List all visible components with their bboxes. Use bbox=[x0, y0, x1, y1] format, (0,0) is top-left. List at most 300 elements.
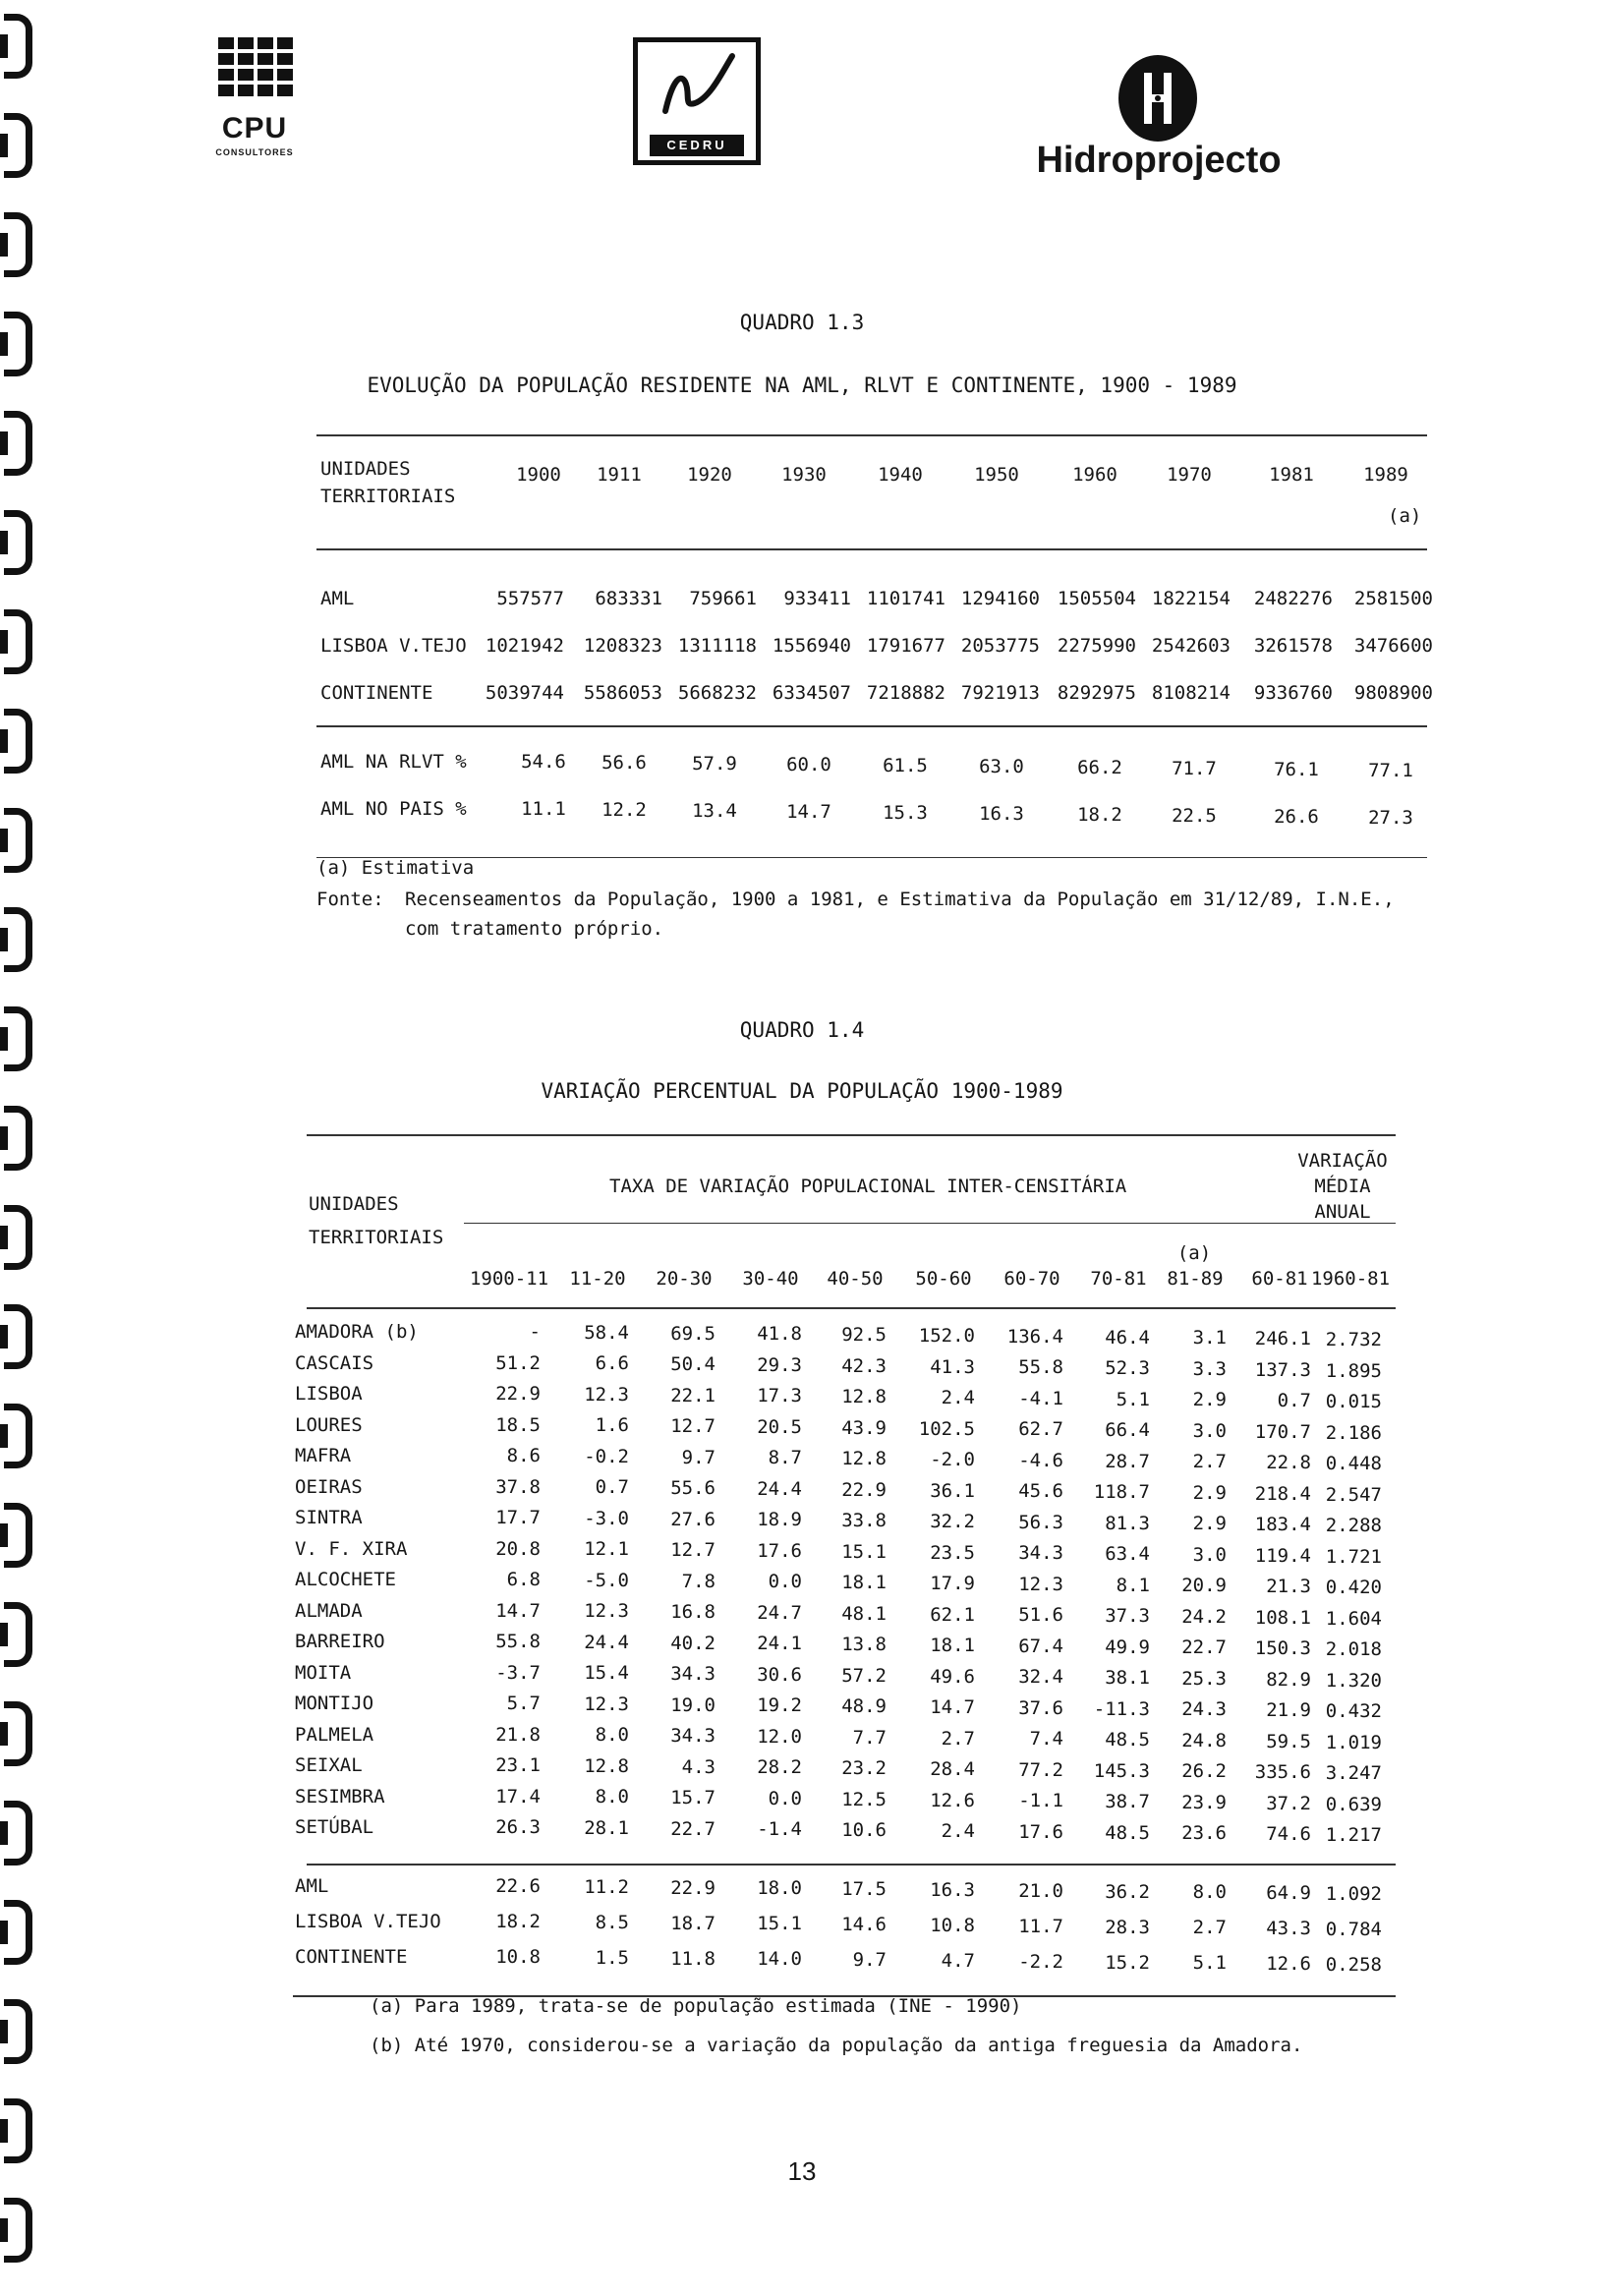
table13-cell: 3476600 bbox=[1353, 635, 1433, 657]
table14-header-rule bbox=[307, 1307, 1396, 1309]
table14-cell: 27.6 bbox=[670, 1508, 716, 1530]
table14-cell: 108.1 bbox=[1254, 1606, 1311, 1629]
table14-total-cell: 18.2 bbox=[495, 1911, 541, 1932]
binding-ring bbox=[4, 1999, 32, 2064]
table14-row-label: MONTIJO bbox=[295, 1693, 374, 1714]
table14-cell: 21.8 bbox=[495, 1723, 541, 1746]
table14-total-cell: -2.2 bbox=[1018, 1950, 1063, 1973]
table14-cell: 55.8 bbox=[1018, 1356, 1063, 1379]
table14-column-header: 81-89 bbox=[1167, 1268, 1224, 1290]
table14-note-a: (a) Para 1989, trata-se de população estimada (INE - 1990) bbox=[370, 1995, 1022, 2017]
table14-cell: -1.4 bbox=[757, 1818, 802, 1841]
table13-cell: 683331 bbox=[595, 588, 662, 609]
cpu-logo-name: CPU bbox=[221, 112, 288, 144]
table13-pct-cell: 11.1 bbox=[521, 798, 566, 820]
table14-cell: 12.3 bbox=[584, 1600, 629, 1623]
table14-cell: 13.8 bbox=[841, 1634, 887, 1656]
table13-pct-cell: 63.0 bbox=[979, 756, 1024, 777]
table14-cell: 12.8 bbox=[841, 1448, 887, 1470]
table14-cell: 17.6 bbox=[1018, 1820, 1063, 1843]
binding-ring bbox=[4, 14, 32, 79]
table14-column-header: 1900-11 bbox=[469, 1268, 549, 1290]
table14-cell: 23.5 bbox=[930, 1541, 975, 1564]
table14-cell: 81.3 bbox=[1105, 1512, 1150, 1534]
table14-cell: 12.7 bbox=[670, 1415, 716, 1438]
table13-cell: 2542603 bbox=[1151, 635, 1231, 657]
table14-total-cell: 12.6 bbox=[1266, 1953, 1311, 1976]
table14-cell: 3.247 bbox=[1325, 1762, 1382, 1784]
table14-cell: 14.7 bbox=[930, 1696, 975, 1718]
table14-cell: 7.8 bbox=[681, 1570, 716, 1592]
table14-cell: 52.3 bbox=[1105, 1357, 1150, 1380]
table14-total-cell: 16.3 bbox=[930, 1879, 975, 1901]
binding-ring bbox=[4, 1404, 32, 1468]
table13-pct-cell: 14.7 bbox=[786, 801, 831, 823]
table14-cell: 22.1 bbox=[670, 1384, 716, 1406]
table14-cell: 12.6 bbox=[930, 1789, 975, 1811]
table14-cell: 12.3 bbox=[1018, 1573, 1063, 1595]
binding-ring bbox=[4, 1801, 32, 1866]
table14-cell: 23.6 bbox=[1181, 1822, 1227, 1845]
table13-cell: 1822154 bbox=[1151, 588, 1231, 609]
binding-ring bbox=[4, 1701, 32, 1766]
table14-total-cell: 28.3 bbox=[1105, 1916, 1150, 1938]
table14-annual-header-3: ANUAL bbox=[1314, 1201, 1371, 1223]
table14-cell: 22.9 bbox=[495, 1383, 541, 1405]
table14-cell: -4.6 bbox=[1018, 1449, 1063, 1471]
table14-row-label: CASCAIS bbox=[295, 1351, 374, 1374]
table13-cell: 2275990 bbox=[1057, 635, 1136, 657]
table14-row-label: V. F. XIRA bbox=[295, 1537, 408, 1560]
table14-column-header: 20-30 bbox=[656, 1268, 713, 1290]
table13-cell: 1208323 bbox=[583, 635, 662, 657]
table14-cell: 2.4 bbox=[941, 1387, 975, 1408]
table14-cell: 34.3 bbox=[670, 1663, 716, 1686]
cedru-logo bbox=[633, 37, 761, 165]
table13-header-rule bbox=[316, 548, 1427, 550]
table14-cell: 59.5 bbox=[1266, 1730, 1311, 1752]
table14-cell: 4.3 bbox=[681, 1755, 716, 1778]
table14-cell: 2.732 bbox=[1325, 1329, 1382, 1350]
table13-header-label-2: TERRITORIAIS bbox=[320, 486, 456, 507]
table14-cell: 34.3 bbox=[670, 1725, 716, 1748]
table14-cell: 28.2 bbox=[757, 1756, 802, 1779]
table14-cell: 6.6 bbox=[595, 1352, 629, 1375]
table14-column-header: 70-81 bbox=[1090, 1268, 1147, 1290]
table14-cell: 2.547 bbox=[1325, 1483, 1382, 1506]
table14-cell: 18.1 bbox=[930, 1635, 975, 1656]
table14-cell: 12.3 bbox=[584, 1383, 629, 1406]
table13-header-label-1: UNIDADES bbox=[320, 458, 411, 480]
table13-pct-cell: 66.2 bbox=[1077, 757, 1122, 778]
table13-cell: 7218882 bbox=[866, 682, 945, 704]
table14-total-cell: 15.2 bbox=[1105, 1951, 1150, 1974]
table14-cell: 29.3 bbox=[757, 1353, 802, 1376]
table13-pct-cell: 60.0 bbox=[786, 754, 831, 775]
table14-cell: -2.0 bbox=[930, 1449, 975, 1470]
table14-cell: 0.015 bbox=[1325, 1391, 1382, 1412]
table14-total-cell: 15.1 bbox=[757, 1913, 802, 1935]
table14-cell: 51.6 bbox=[1018, 1604, 1063, 1627]
table14-cell: 41.8 bbox=[757, 1323, 802, 1346]
table14-cell: 56.3 bbox=[1018, 1511, 1063, 1533]
table14-cell: -4.1 bbox=[1018, 1387, 1063, 1409]
table14-cell: 22.7 bbox=[1181, 1636, 1227, 1659]
table14-cell: 15.1 bbox=[841, 1540, 887, 1563]
table13-cell: 9808900 bbox=[1353, 682, 1433, 704]
table14-cell: 24.4 bbox=[584, 1631, 629, 1653]
table14-total-cell: 43.3 bbox=[1266, 1918, 1311, 1940]
table14-cell: 37.6 bbox=[1018, 1696, 1063, 1719]
table14-cell: 10.6 bbox=[841, 1819, 887, 1842]
table14-cell: 5.7 bbox=[506, 1693, 541, 1714]
table13-pct-row-label: AML NO PAIS % bbox=[320, 798, 467, 820]
table14-cell: 37.2 bbox=[1266, 1792, 1311, 1814]
table14-header-label-2: TERRITORIAIS bbox=[309, 1227, 444, 1248]
table14-cell: 28.4 bbox=[930, 1758, 975, 1780]
table14-cell: 0.0 bbox=[768, 1571, 802, 1593]
cpu-grid-icon bbox=[218, 37, 293, 96]
table14-cell: 24.4 bbox=[757, 1477, 802, 1500]
table14-cell: 40.2 bbox=[670, 1632, 716, 1654]
table14-cell: 51.2 bbox=[495, 1351, 541, 1374]
table14-cell: 37.3 bbox=[1105, 1605, 1150, 1628]
table14-cell: 82.9 bbox=[1266, 1668, 1311, 1691]
table14-cell: 34.3 bbox=[1018, 1542, 1063, 1565]
table13-cell: 5668232 bbox=[677, 682, 757, 704]
table14-cell: 17.3 bbox=[757, 1385, 802, 1407]
table14-cell: 18.9 bbox=[757, 1509, 802, 1531]
table14-cell: -5.0 bbox=[584, 1569, 629, 1591]
table14-cell: 19.0 bbox=[670, 1693, 716, 1716]
table13-year-header: 1960 bbox=[1072, 464, 1117, 486]
table14-cell: 2.7 bbox=[941, 1727, 975, 1750]
table14-row-label: PALMELA bbox=[295, 1723, 374, 1746]
table14-cell: 46.4 bbox=[1105, 1326, 1150, 1349]
table13-pct-cell: 18.2 bbox=[1077, 804, 1122, 826]
table13-year-header: 1970 bbox=[1167, 464, 1212, 486]
table14-cell: 1.217 bbox=[1325, 1824, 1382, 1846]
table14-row-label: ALMADA bbox=[295, 1599, 363, 1622]
table13-row-label: CONTINENTE bbox=[320, 682, 433, 704]
table14-total-cell: 4.7 bbox=[941, 1950, 975, 1972]
table14-cell: 1.019 bbox=[1325, 1731, 1382, 1753]
table14-cell: 69.5 bbox=[670, 1322, 716, 1345]
table14-cell: 49.6 bbox=[930, 1665, 975, 1688]
table14-label: QUADRO 1.4 bbox=[739, 1018, 865, 1042]
table14-cell: 67.4 bbox=[1018, 1635, 1063, 1657]
hidroprojecto-mark-icon bbox=[1111, 51, 1205, 145]
table14-total-cell: 1.5 bbox=[595, 1946, 629, 1969]
table14-cell: 24.2 bbox=[1181, 1605, 1227, 1628]
table14-cell: 28.7 bbox=[1105, 1450, 1150, 1472]
table14-total-cell: 8.0 bbox=[1192, 1881, 1227, 1904]
table13-year-header: 1930 bbox=[781, 464, 827, 486]
table14-cell: - bbox=[529, 1321, 541, 1343]
table14-cell: 3.3 bbox=[1192, 1357, 1227, 1380]
table14-cell: 26.3 bbox=[495, 1816, 541, 1838]
table13-cell: 1791677 bbox=[866, 635, 945, 657]
table14-cell: 32.2 bbox=[930, 1511, 975, 1532]
table14-column-header: 60-81 bbox=[1251, 1268, 1308, 1290]
table14-title: VARIAÇÃO PERCENTUAL DA POPULAÇÃO 1900-1989 bbox=[541, 1079, 1063, 1103]
table14-cell: 22.8 bbox=[1266, 1452, 1311, 1474]
table14-cell: 3.1 bbox=[1192, 1327, 1227, 1349]
table14-cell: 17.7 bbox=[495, 1507, 541, 1528]
table14-row-label: LOURES bbox=[295, 1413, 363, 1436]
table14-cell: 17.6 bbox=[757, 1539, 802, 1562]
table13-source-line2: com tratamento próprio. bbox=[405, 918, 664, 940]
table13-cell: 1556940 bbox=[772, 635, 851, 657]
table14-cell: 22.9 bbox=[841, 1478, 887, 1501]
table14-cell: 20.8 bbox=[495, 1537, 541, 1560]
table14-group-rule bbox=[464, 1223, 1396, 1224]
table14-cell: 3.0 bbox=[1192, 1419, 1227, 1442]
table14-cell: 25.3 bbox=[1181, 1667, 1227, 1690]
table14-total-cell: 22.9 bbox=[670, 1876, 716, 1899]
binding-ring bbox=[4, 411, 32, 476]
table14-cell: 21.9 bbox=[1266, 1699, 1311, 1722]
table14-cell: 26.2 bbox=[1181, 1760, 1227, 1783]
table14-cell: 66.4 bbox=[1105, 1419, 1150, 1442]
table14-column-header: 11-20 bbox=[569, 1268, 626, 1290]
table14-cell: 77.2 bbox=[1018, 1758, 1063, 1781]
table13-title: EVOLUÇÃO DA POPULAÇÃO RESIDENTE NA AML, RLVT E CONTINENTE, 1900 - 1989 bbox=[367, 373, 1237, 397]
table13-bottom-rule bbox=[316, 857, 1427, 858]
table14-cell: -0.2 bbox=[584, 1445, 629, 1467]
table14-cell: 48.9 bbox=[841, 1695, 887, 1718]
table14-cell: 170.7 bbox=[1254, 1420, 1311, 1443]
table14-cell: 8.0 bbox=[595, 1786, 629, 1808]
table14-cell: 118.7 bbox=[1093, 1481, 1150, 1504]
table14-cell: 45.6 bbox=[1018, 1480, 1063, 1503]
table14-cell: 3.0 bbox=[1192, 1543, 1227, 1566]
binding-ring bbox=[4, 1503, 32, 1568]
table13-pct-cell: 27.3 bbox=[1368, 807, 1413, 829]
table14-cell: 1.604 bbox=[1325, 1607, 1382, 1630]
table14-cell: 15.4 bbox=[584, 1662, 629, 1685]
table14-total-row-label: CONTINENTE bbox=[295, 1946, 408, 1968]
table14-row-label: SETÚBAL bbox=[295, 1816, 374, 1838]
binding-ring bbox=[4, 1602, 32, 1667]
table14-top-rule bbox=[307, 1134, 1396, 1136]
binding-ring bbox=[4, 2098, 32, 2163]
table14-row-label: MAFRA bbox=[295, 1445, 352, 1466]
table14-cell: 12.8 bbox=[841, 1386, 887, 1408]
table13-pct-cell: 56.6 bbox=[602, 752, 647, 774]
table14-annual-header-1: VARIAÇÃO bbox=[1297, 1150, 1388, 1172]
table14-column-header: 1960-81 bbox=[1310, 1268, 1391, 1290]
table14-cell: 2.9 bbox=[1192, 1513, 1227, 1535]
table13-cell: 3261578 bbox=[1253, 635, 1333, 657]
table13-cell: 1505504 bbox=[1057, 588, 1136, 609]
table14-cell: 33.8 bbox=[841, 1510, 887, 1532]
table14-row-label: SINTRA bbox=[295, 1507, 363, 1528]
table14-row-label: SESIMBRA bbox=[295, 1785, 385, 1808]
table13-pct-cell: 15.3 bbox=[883, 802, 928, 824]
table14-cell: 1.6 bbox=[595, 1414, 629, 1437]
table14-cell: 145.3 bbox=[1093, 1759, 1150, 1782]
table14-total-row-label: AML bbox=[295, 1875, 329, 1897]
table14-cell: 12.8 bbox=[584, 1754, 629, 1777]
page-number: 13 bbox=[787, 2156, 817, 2186]
table14-cell: 218.4 bbox=[1254, 1482, 1311, 1505]
cedru-swoosh-icon bbox=[638, 42, 756, 131]
table14-cell: 12.1 bbox=[584, 1538, 629, 1561]
table14-cell: 12.7 bbox=[670, 1539, 716, 1562]
table13-label: QUADRO 1.3 bbox=[739, 311, 865, 334]
table13-pct-cell: 71.7 bbox=[1172, 758, 1217, 779]
table14-cell: 12.3 bbox=[584, 1693, 629, 1715]
table13-cell: 1021942 bbox=[485, 635, 564, 657]
table13-cell: 9336760 bbox=[1253, 682, 1333, 704]
table14-cell: 23.1 bbox=[495, 1754, 541, 1776]
table13-cell: 557577 bbox=[496, 588, 564, 609]
table14-cell: -3.0 bbox=[584, 1507, 629, 1529]
table14-cell: 8.7 bbox=[768, 1447, 802, 1469]
table14-row-label: OEIRAS bbox=[295, 1475, 363, 1498]
table14-cell: 1.320 bbox=[1325, 1669, 1382, 1692]
table14-cell: 36.1 bbox=[930, 1479, 975, 1502]
spiral-binding bbox=[0, 0, 51, 2296]
table13-pct-cell: 77.1 bbox=[1368, 760, 1413, 781]
table13-cell: 8108214 bbox=[1151, 682, 1231, 704]
table14-cell: 32.4 bbox=[1018, 1666, 1063, 1689]
table13-cell: 2482276 bbox=[1253, 588, 1333, 609]
table13-cell: 8292975 bbox=[1057, 682, 1136, 704]
table14-cell: 9.7 bbox=[681, 1446, 716, 1468]
table14-cell: 42.3 bbox=[841, 1354, 887, 1377]
table14-total-cell: 18.0 bbox=[757, 1877, 802, 1900]
table14-cell: 92.5 bbox=[841, 1324, 887, 1347]
table14-annual-header-2: MÉDIA bbox=[1314, 1176, 1371, 1197]
binding-ring bbox=[4, 1205, 32, 1270]
table14-total-cell: 14.0 bbox=[757, 1948, 802, 1971]
table13-year-header: 1900 bbox=[516, 464, 561, 486]
table13-pct-cell: 13.4 bbox=[692, 800, 737, 822]
table14-total-cell: 5.1 bbox=[1192, 1952, 1227, 1975]
table14-cell: 0.7 bbox=[1277, 1390, 1311, 1412]
hidroprojecto-logo-name: Hidroprojecto bbox=[1036, 140, 1282, 181]
table14-row-label: MOITA bbox=[295, 1661, 352, 1684]
table14-cell: 2.7 bbox=[1192, 1451, 1227, 1473]
table13-cell: 933411 bbox=[783, 588, 851, 609]
table14-cell: 2.9 bbox=[1192, 1481, 1227, 1504]
table14-cell: 137.3 bbox=[1254, 1358, 1311, 1381]
table13-row-label: LISBOA V.TEJO bbox=[320, 635, 467, 657]
table13-cell: 5039744 bbox=[485, 682, 564, 704]
table14-cell: 12.0 bbox=[757, 1725, 802, 1748]
table14-total-cell: 9.7 bbox=[852, 1949, 887, 1972]
table13-pct-cell: 61.5 bbox=[883, 755, 928, 776]
table14-cell: 23.2 bbox=[841, 1757, 887, 1780]
binding-ring bbox=[4, 709, 32, 774]
table14-row-label: SEIXAL bbox=[295, 1754, 363, 1776]
table14-cell: 1.721 bbox=[1325, 1545, 1382, 1568]
table13-top-rule bbox=[316, 434, 1427, 436]
table14-cell: 48.5 bbox=[1105, 1821, 1150, 1844]
table13-year-header: 1940 bbox=[878, 464, 923, 486]
table13-cell: 5586053 bbox=[583, 682, 662, 704]
table13-source-label: Fonte: bbox=[316, 889, 384, 910]
table13-estimate-mark: (a) bbox=[1388, 505, 1422, 527]
table14-cell: 48.5 bbox=[1105, 1729, 1150, 1751]
table14-cell: 38.1 bbox=[1105, 1667, 1150, 1690]
table13-cell: 759661 bbox=[689, 588, 757, 609]
table14-cell: 8.0 bbox=[595, 1724, 629, 1747]
table14-cell: 0.0 bbox=[768, 1787, 802, 1809]
table14-cell: 0.448 bbox=[1325, 1453, 1382, 1474]
table13-pct-cell: 57.9 bbox=[692, 753, 737, 775]
binding-ring bbox=[4, 1106, 32, 1171]
table14-cell: 0.420 bbox=[1325, 1577, 1382, 1598]
binding-ring bbox=[4, 1304, 32, 1369]
table14-cell: 24.8 bbox=[1181, 1729, 1227, 1751]
table13-pct-cell: 16.3 bbox=[979, 803, 1024, 825]
table14-cell: 7.7 bbox=[852, 1726, 887, 1749]
table14-cell: 8.1 bbox=[1116, 1574, 1150, 1596]
binding-ring bbox=[4, 907, 32, 972]
table14-cell: 7.4 bbox=[1029, 1728, 1063, 1751]
table14-cell: 0.432 bbox=[1325, 1700, 1382, 1722]
table14-cell: 2.186 bbox=[1325, 1421, 1382, 1444]
table14-cell: 49.9 bbox=[1105, 1636, 1150, 1658]
table14-cell: 1.895 bbox=[1325, 1359, 1382, 1382]
table14-cell: 55.8 bbox=[495, 1631, 541, 1652]
table14-cell: 20.9 bbox=[1181, 1575, 1227, 1597]
table14-row-label: ALCOCHETE bbox=[295, 1569, 396, 1590]
table14-cell: 22.7 bbox=[670, 1817, 716, 1840]
table14-cell: 15.7 bbox=[670, 1787, 716, 1809]
table14-column-header: 60-70 bbox=[1003, 1268, 1060, 1290]
table14-cell: 24.7 bbox=[757, 1601, 802, 1624]
table14-cell: 23.9 bbox=[1181, 1791, 1227, 1813]
table14-total-cell: 2.7 bbox=[1192, 1917, 1227, 1939]
table14-total-cell: 18.7 bbox=[670, 1912, 716, 1934]
table14-row-label: AMADORA (b) bbox=[295, 1321, 419, 1343]
table13-year-header: 1950 bbox=[974, 464, 1019, 486]
table14-cell: 18.5 bbox=[495, 1413, 541, 1436]
table14-total-cell: 14.6 bbox=[841, 1914, 887, 1936]
table14-column-header: 50-60 bbox=[915, 1268, 972, 1290]
table14-cell: 16.8 bbox=[670, 1601, 716, 1624]
table13-year-header: 1981 bbox=[1269, 464, 1314, 486]
table14-cell: -3.7 bbox=[495, 1661, 541, 1684]
binding-ring bbox=[4, 113, 32, 178]
binding-ring bbox=[4, 2198, 32, 2263]
table14-cell: 102.5 bbox=[918, 1417, 975, 1440]
table14-cell: 335.6 bbox=[1254, 1761, 1311, 1784]
table13-note-a: (a) Estimativa bbox=[316, 857, 475, 879]
table14-estimate-mark: (a) bbox=[1176, 1242, 1212, 1264]
table14-total-cell: 11.8 bbox=[670, 1947, 716, 1970]
table14-cell: 183.4 bbox=[1254, 1514, 1311, 1536]
table14-total-cell: 64.9 bbox=[1266, 1882, 1311, 1905]
table14-cell: 43.9 bbox=[841, 1416, 887, 1439]
table14-cell: 55.6 bbox=[670, 1477, 716, 1500]
table13-pct-cell: 22.5 bbox=[1172, 805, 1217, 827]
cedru-logo-name: CEDRU bbox=[650, 135, 744, 156]
table13-source-line1: Recenseamentos da População, 1900 a 1981, e Estimativa da População em 31/12/89, I.N.E., bbox=[405, 889, 1395, 910]
table14-total-row-label: LISBOA V.TEJO bbox=[295, 1911, 441, 1932]
table14-total-cell: 8.5 bbox=[595, 1911, 629, 1933]
binding-ring bbox=[4, 808, 32, 873]
table14-cell: 12.5 bbox=[841, 1788, 887, 1810]
table14-total-cell: 21.0 bbox=[1018, 1879, 1063, 1902]
table14-total-cell: 11.7 bbox=[1018, 1915, 1063, 1937]
table14-cell: -1.1 bbox=[1018, 1790, 1063, 1812]
table13-cell: 1311118 bbox=[677, 635, 757, 657]
